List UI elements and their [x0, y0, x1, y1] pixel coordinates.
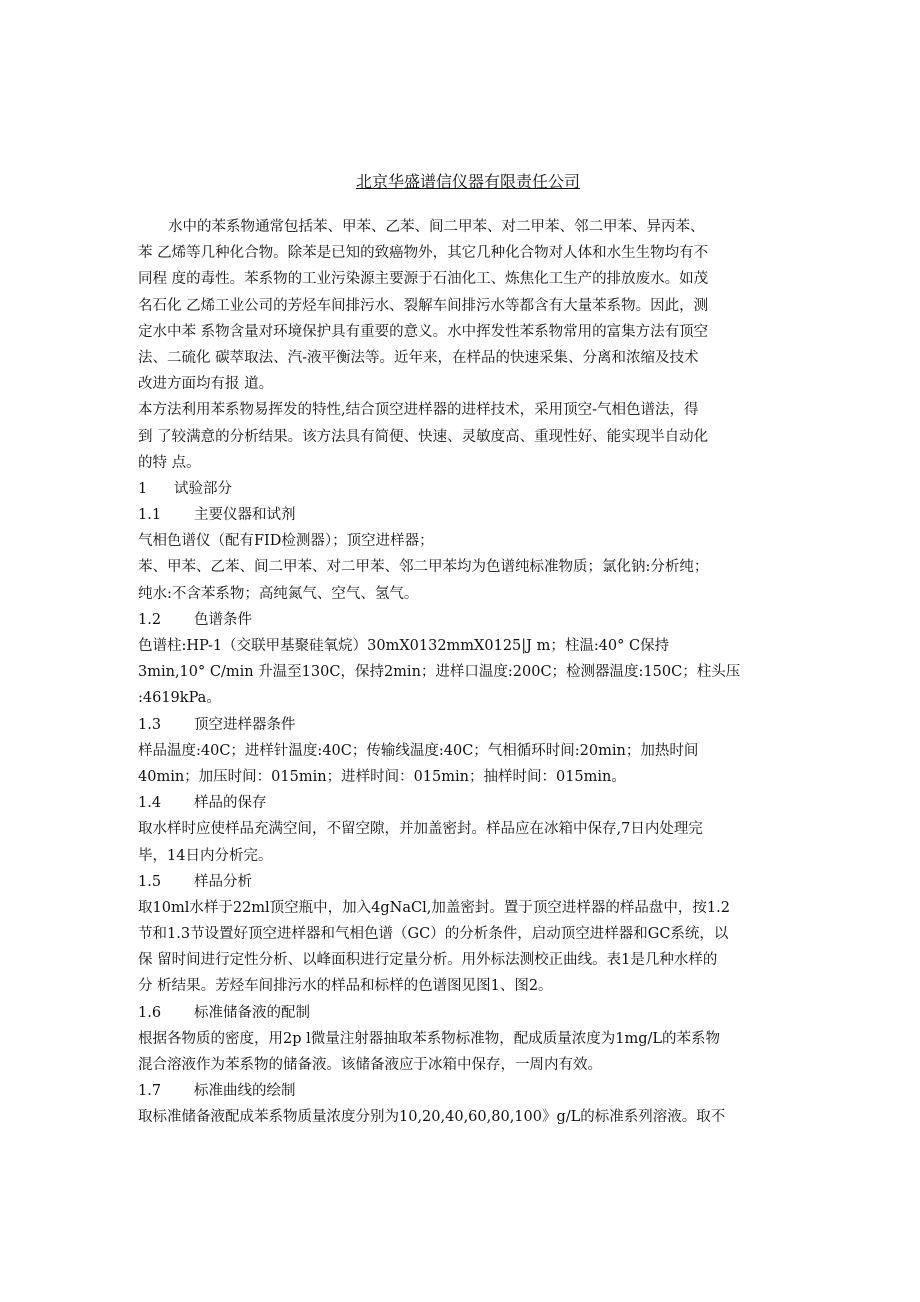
section-heading-1-6	[138, 1000, 798, 1026]
paragraph-line: 分 析结果。芳烃车间排污水的样品和标样的色谱图见图1、图2。	[138, 978, 553, 995]
section-title: 顶空进样器条件	[194, 716, 296, 733]
document-title: 北京华盛谱信仪器有限责任公司	[355, 172, 580, 191]
paragraph-line: 3min,10° C/min 升温至130C，保持2min；进样口温度:200C；检测器温度:150C；柱头压	[138, 664, 741, 681]
paragraph-line: 水中的苯系物通常包括苯、甲苯、乙苯、间二甲苯、对二甲苯、邻二甲苯、异丙苯、	[168, 219, 705, 235]
paragraph-line: 到 了较满意的分析结果。该方法具有简便、快速、灵敏度高、重现性好、能实现半自动化	[138, 428, 709, 445]
section-number: 1.7	[138, 1083, 162, 1100]
section-number: 1.5	[138, 873, 162, 890]
document-body	[138, 214, 798, 1131]
paragraph-line: 气相色谱仪（配有FID检测器）；顶空进样器；	[138, 533, 434, 550]
paragraph-line: 苯 乙烯等几种化合物。除苯是已知的致癌物外，其它几种化合物对人体和水生生物均有不	[138, 245, 709, 262]
section-title: 色谱条件	[194, 611, 252, 628]
section-number: 1.4	[138, 795, 162, 812]
paragraph-line: 毕，14日内分析完。	[138, 847, 273, 864]
section-heading-1-2	[138, 607, 798, 633]
paragraph-line: 苯、甲苯、乙苯、间二甲苯、对二甲苯、邻二甲苯均为色谱纯标准物质；氯化钠:分析纯；	[138, 559, 709, 576]
section-title: 试验部分	[174, 480, 232, 497]
paragraph-line: 保 留时间进行定性分析、以峰面积进行定量分析。用外标法测校正曲线。表1是几种水样的	[138, 952, 718, 969]
paragraph-line: 样品温度:40C；进样针温度:40C；传输线温度:40C；气相循环时间:20min；加热时间	[138, 742, 699, 759]
section-title: 样品分析	[194, 873, 252, 890]
paragraph-line: 本方法利用苯系物易挥发的特性,结合顶空进样器的进样技术，采用顶空-气相色谱法，得	[138, 402, 699, 419]
paragraph-line: 节和1.3节设置好顶空进样器和气相色谱（GC）的分析条件，启动顶空进样器和GC系统，以	[138, 926, 729, 943]
section-heading-1-1	[138, 502, 798, 528]
section-title: 样品的保存	[194, 795, 267, 812]
section-title: 标准储备液的配制	[194, 1004, 310, 1021]
paragraph-line: 改进方面均有报 道。	[138, 376, 274, 393]
section-number: 1.1	[138, 507, 162, 524]
paragraph-line: 混合溶液作为苯系物的储备液。该储备液应于冰箱中保存，一周内有效。	[138, 1057, 602, 1073]
paragraph-line: 定水中苯 系物含量对环境保护具有重要的意义。水中挥发性苯系物常用的富集方法有顶空	[138, 323, 709, 340]
section-number: 1.6	[138, 1004, 162, 1021]
paragraph-line: 纯水:不含苯系物；高纯氮气、空气、氢气。	[138, 585, 419, 602]
paragraph-line: 取水样时应使样品充满空间，不留空隙，并加盖密封。样品应在冰箱中保存,7日内处理完	[138, 821, 703, 838]
paragraph-line: :4619kPa。	[138, 690, 221, 707]
paragraph-line: 色谱柱:HP-1（交联甲基聚硅氧烷）30mX0132mmX0125|J m；柱温:40° C保持	[138, 638, 670, 654]
section-heading-1-5	[138, 869, 798, 895]
section-heading-1-7	[138, 1078, 798, 1104]
paragraph-line: 取10ml水样于22ml顶空瓶中，加入4gNaCl,加盖密封。置于顶空进样器的样品盘中，按1.2	[138, 899, 730, 916]
paragraph-line: 根据各物质的密度，用2p l微量注射器抽取苯系物标准物，配成质量浓度为1mg/L的苯系物	[138, 1030, 721, 1047]
paragraph-line: 的特 点。	[138, 454, 201, 471]
paragraph-line: 法、二硫化 碳萃取法、汽-液平衡法等。近年来，在样品的快速采集、分离和浓缩及技术	[138, 349, 699, 366]
section-heading-1-3	[138, 712, 798, 738]
section-title: 主要仪器和试剂	[194, 507, 296, 524]
paragraph-line: 同程 度的毒性。苯系物的工业污染源主要源于石油化工、炼焦化工生产的排放废水。如茂	[138, 271, 709, 288]
section-number: 1.2	[138, 611, 162, 628]
section-heading-1-4	[138, 790, 798, 816]
section-number: 1	[138, 480, 148, 497]
section-heading-1	[138, 476, 798, 502]
section-number: 1.3	[138, 716, 162, 733]
paragraph-line: 40min；加压时间：015min；进样时间：015min；抽样时间：015min。	[138, 768, 626, 785]
section-title: 标准曲线的绘制	[194, 1083, 296, 1100]
paragraph-line: 取标准储备液配成苯系物质量浓度分别为10,20,40,60,80,100》g/L的标准系列溶液。取不	[138, 1109, 726, 1126]
paragraph-line: 名石化 乙烯工业公司的芳烃车间排污水、裂解车间排污水等都含有大量苯系物。因此，测	[138, 297, 709, 314]
